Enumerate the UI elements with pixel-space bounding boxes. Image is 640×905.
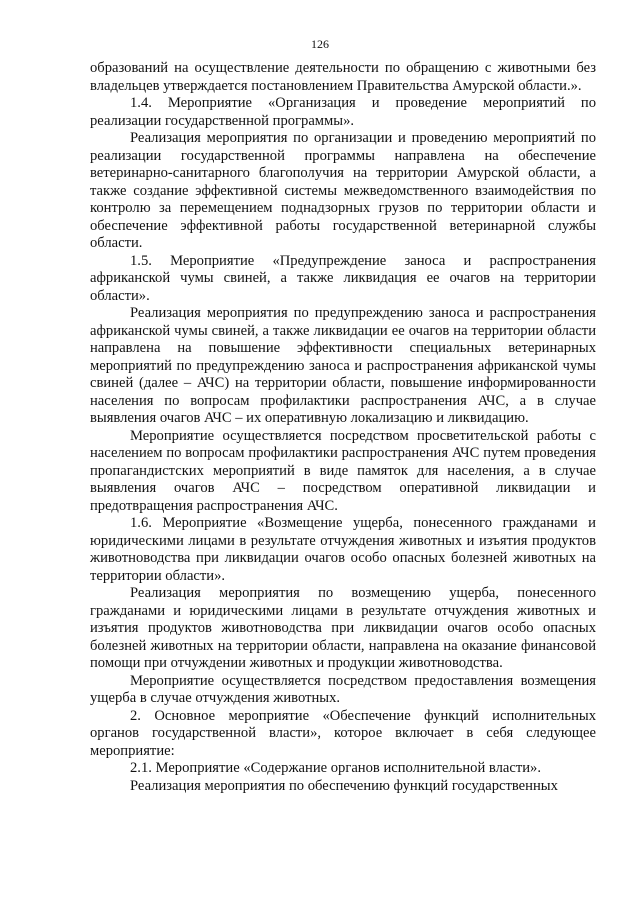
paragraph: Реализация мероприятия по возмещению ущерба, понесенного гражданами и юридическими лицами в результате отчуждения животных и изъятия продуктов животноводства при ликвидации очагов особо опасных болезней животных на территории области, направлена на оказание финансовой помощи при отчуждении животных и продукции животноводства. <box>90 585 596 671</box>
page-number: 126 <box>311 37 329 51</box>
body-text <box>90 60 596 795</box>
paragraph: 1.5. Мероприятие «Предупреждение заноса и распространения африканской чумы свиней, а также ликвидация ее очагов на территории области». <box>90 252 596 304</box>
paragraph: 2. Основное мероприятие «Обеспечение функций исполнительных органов государственной власти», которое включает в себя следующее мероприятие: <box>90 707 596 759</box>
paragraph: образований на осуществление деятельности по обращению с животными без владельцев утверждается постановлением Правительства Амурской области.». <box>90 60 596 94</box>
paragraph: Реализация мероприятия по предупреждению заноса и распространения африканской чумы свиней, а также ликвидации ее очагов на территории области направлена на повышение эффективности специальных ветеринарных мероприятий по предупреждению заноса и распространения африканской чумы свиней (далее – АЧС) на территории области, повышение информированности населения по вопросам профилактики распространения АЧС, а в случае выявления очагов АЧС – их оперативную локализацию и ликвидацию. <box>90 305 596 426</box>
paragraph: 1.4. Мероприятие «Организация и проведение мероприятий по реализации государственной программы». <box>90 95 596 129</box>
paragraph: 1.6. Мероприятие «Возмещение ущерба, понесенного гражданами и юридическими лицами в результате отчуждения животных и изъятия продуктов животноводства при ликвидации очагов особо опасных болезней животных на территории области». <box>90 515 596 584</box>
paragraph: Реализация мероприятия по обеспечению функций государственных <box>130 777 558 794</box>
paragraph: Мероприятие осуществляется посредством просветительской работы с населением по вопросам профилактики распространения АЧС путем проведения пропагандистских мероприятий в виде памяток для населения, а в случае выявления очагов АЧС – посредством оперативной ликвидации и предотвращения распространения АЧС. <box>90 427 596 514</box>
paragraph: 2.1. Мероприятие «Содержание органов исполнительной власти». <box>130 760 541 776</box>
paragraph: Реализация мероприятия по организации и проведению мероприятий по реализации государственной программы направлена на обеспечение ветеринарно-санитарного благополучия на территории Амурской области, а также создание эффективной системы межведомственного взаимодействия по контролю за перемещением поднадзорных грузов по территории области и обеспечение эффективной работы государственной ветеринарной службы области. <box>90 130 596 251</box>
paragraph: Мероприятие осуществляется посредством предоставления возмещения ущерба в случае отчуждения животных. <box>90 672 596 706</box>
